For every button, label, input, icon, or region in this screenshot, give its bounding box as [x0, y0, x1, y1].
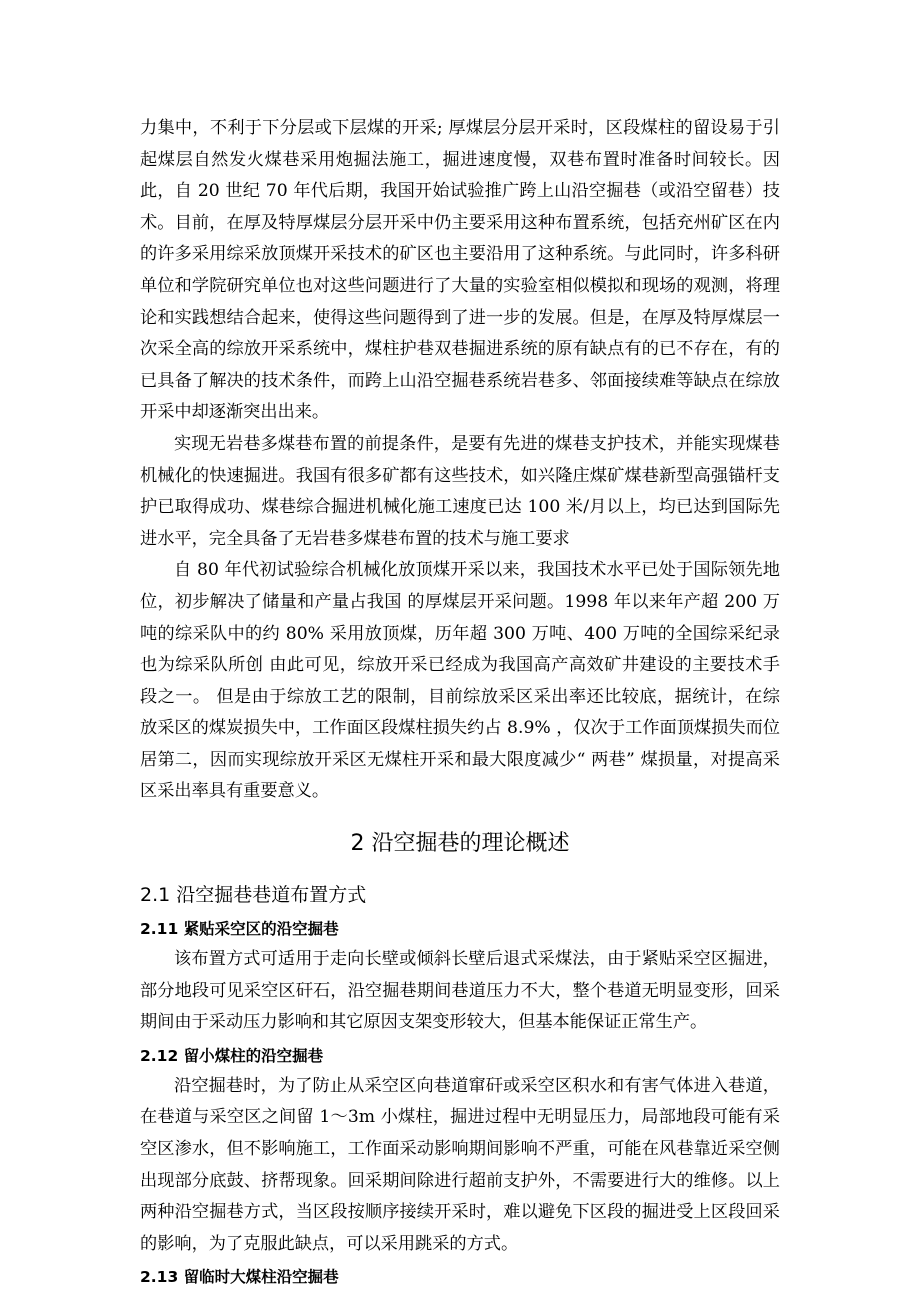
paragraph-coal-roadway-tech: 实现无岩巷多煤巷布置的前提条件，是要有先进的煤巷支护技术，并能实现煤巷机械化的快速掘进。我国有很多矿都有这些技术，如兴隆庄煤矿煤巷新型高强锚杆支护已取得成功、煤巷综合掘进机械化施工速度已达 100 米/月以上，均已达到国际先进水平，完全具备了无岩巷多煤巷布置的技术与施工要求: [140, 433, 780, 549]
paragraph-2-12-body: 沿空掘巷时，为了防止从采空区向巷道窜矸或采空区积水和有害气体进入巷道，在巷道与采空区之间留 1～3m 小煤柱，掘进过程中无明显压力，局部地段可能有采空区渗水，但不影响施工，工作面采动影响期间影响不严重，可能在风巷靠近采空侧出现部分底鼓、挤帮现象。回采期间除进行超前支护外，不需要进行大的维修。以上两种沿空掘巷方式，当区段按顺序接续开采时，难以避免下区段的掘进受上区段回采的影响，为了克服此缺点，可以采用跳采的方式。: [140, 1075, 780, 1254]
section-heading-2-1: 2.1 沿空掘巷巷道布置方式: [140, 884, 367, 907]
subsection-heading-2-11: 2.11 紧贴采空区的沿空掘巷: [140, 920, 339, 939]
document-page: [140, 113, 780, 1292]
subsection-heading-2-12: 2.12 留小煤柱的沿空掘巷: [140, 1046, 324, 1065]
paragraph-continuation: 力集中，不利于下分层或下层煤的开采; 厚煤层分层开采时，区段煤柱的留设易于引起煤层自然发火煤巷采用炮掘法施工，掘进速度慢，双巷布置时准备时间较长。因此，自 20 世纪 70 年代后期，我国开始试验推广跨上山沿空掘巷（或沿空留巷）技术。目前，在厚及特厚煤层分层开采中仍主要采用这种布置系统，包括充州矿区在内的许多采用综采放顶煤开采技术的矿区也主要沿用了这种系统。与此同时，许多科研单位和学院研究单位也对这些问题进行了大量的实验室相似模拟和现场的观测，将理论和实践想结合起来，使得这些问题得到了进一步的发展。但是，在厚及特厚煤层一次采全高的综放开采系统中，煤柱护巷双巷掘进系统的原有缺点有的已不存在，有的已具备了解决的技术条件，而跨上山沿空掘巷系统岩巷多、邻面接续难等缺点在综放开采中却逐渐突出出来。: [140, 118, 780, 423]
paragraph-top-coal-caving: 自 80 年代初试验综合机械化放顶煤开采以来，我国技术水平已处于国际领先地位，初步解决了储量和产量占我国 的厚煤层开采问题。1998 年以来年产超 200 万吨的综采队中的约 80% 采用放顶煤，历年超 300 万吨、400 万吨的全国综采纪录也为综采队所创 由此可见，综放开采已经成为我国高产高效矿井建设的主要技术手段之一。 但是由于综放工艺的限制，目前综放采区采出率还比较底，据统计，在综放采区的煤炭损失中，工作面区段煤柱损失约占 8.9% ，仅次于工作面顶煤损失而位居第二，因而实现综放开采区无煤柱开采和最大限度减少“ 两巷” 煤损量，对提高采区采出率具有重要意义。: [140, 560, 780, 802]
chapter-heading: 2 沿空掘巷的理论概述: [350, 831, 570, 857]
paragraph-2-11-body: 该布置方式可适用于走向长壁或倾斜长壁后退式采煤法，由于紧贴采空区掘进，部分地段可见采空区矸石，沿空掘巷期间巷道压力不大，整个巷道无明显变形，回采期间由于采动压力影响和其它原因支架变形较大，但基本能保证正常生产。: [140, 949, 780, 1033]
subsection-heading-2-13: 2.13 留临时大煤柱沿空掘巷: [140, 1268, 339, 1287]
